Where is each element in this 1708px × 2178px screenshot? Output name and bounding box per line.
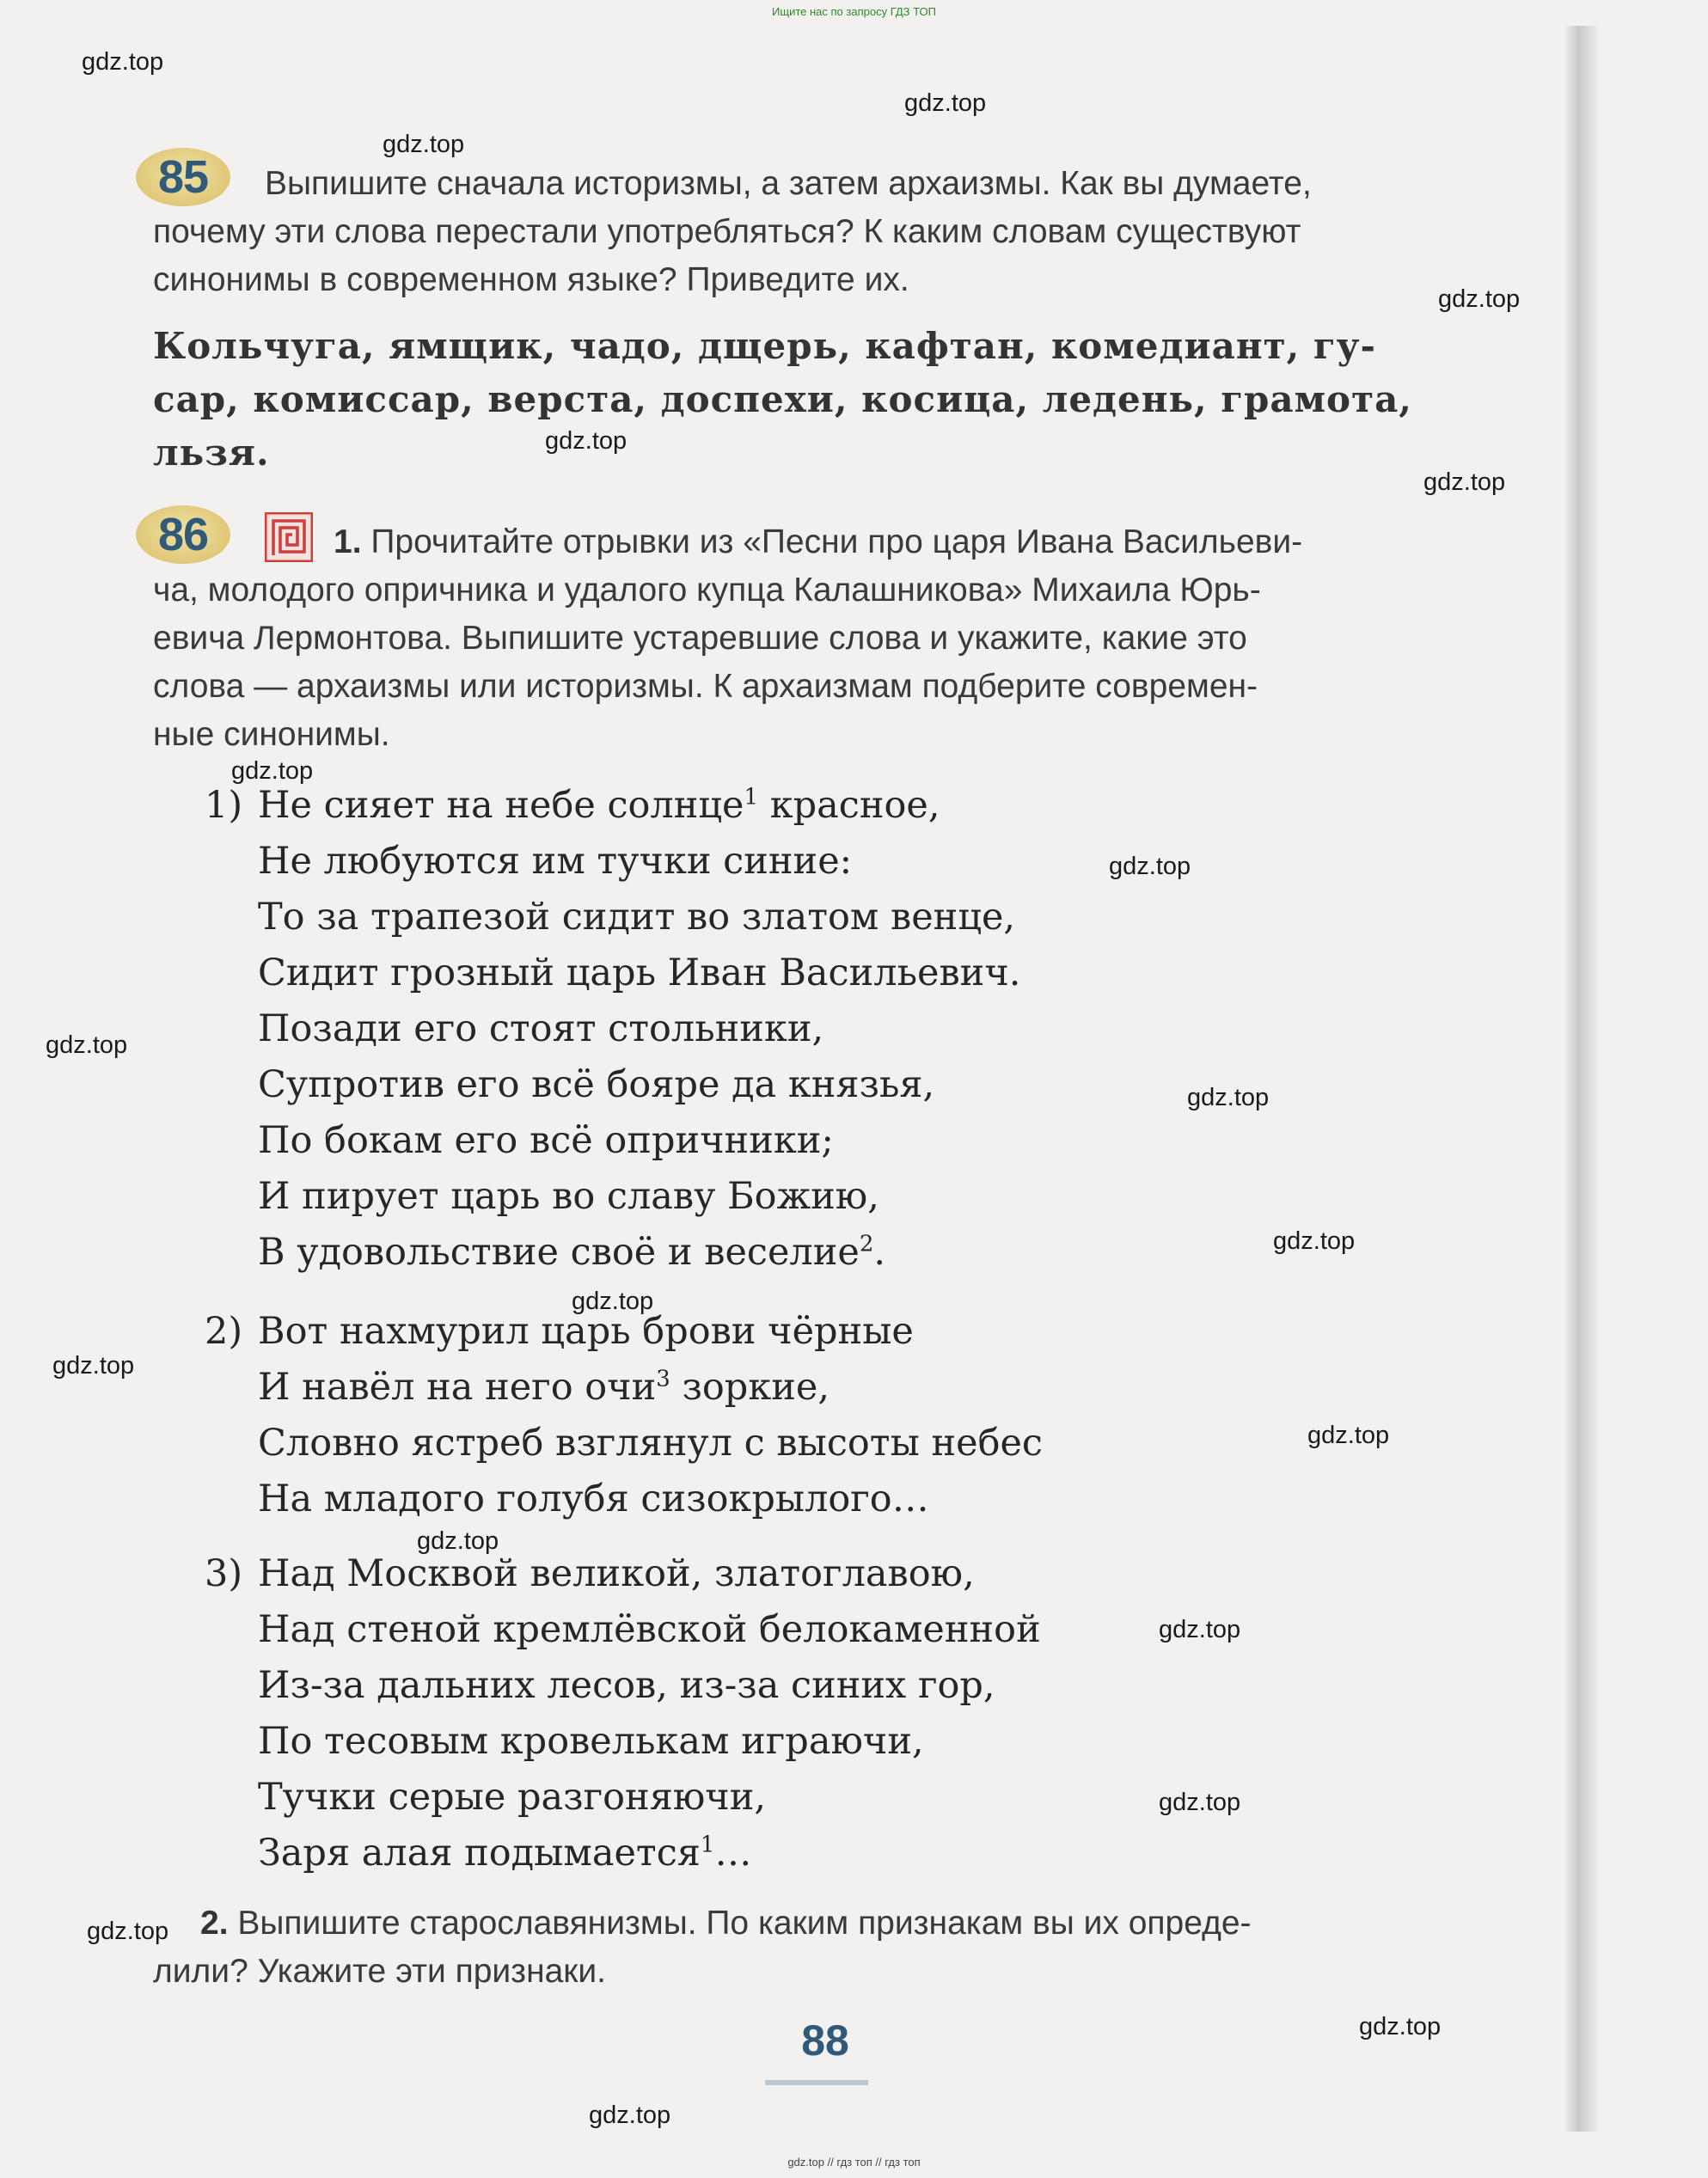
watermark: gdz.top: [87, 1918, 169, 1945]
watermark: gdz.top: [46, 1031, 128, 1059]
watermark: gdz.top: [545, 427, 627, 455]
part2-number: 2.: [200, 1905, 229, 1942]
poem-line: [258, 840, 852, 883]
poem-line-text: И навёл на него очи: [258, 1366, 657, 1409]
poem-line-text: Заря алая подымается: [258, 1832, 701, 1875]
poem-line-text: Позади его стоят стольники,: [258, 1007, 824, 1050]
poem-line-text: То за трапезой сидит во златом венце,: [258, 896, 1016, 939]
poem-line-text: Вот нахмурил царь брови чёрные: [258, 1310, 914, 1353]
poem-line: [258, 1776, 766, 1819]
poem-line-text: В удовольствие своё и веселие: [258, 1231, 860, 1274]
watermark: gdz.top: [1109, 853, 1191, 880]
watermark: gdz.top: [904, 89, 987, 117]
poem-line-text: По бокам его всё опричники;: [258, 1119, 834, 1162]
task-line: почему эти слова перестали употребляться? К каким словам существуют: [153, 213, 1301, 250]
poem-line: [258, 951, 1020, 994]
top-site-link[interactable]: Ищите нас по запросу ГДЗ ТОП: [772, 5, 936, 18]
poem-line-text: Сидит грозный царь Иван Васильевич.: [258, 951, 1021, 994]
poem-line-text: Из-за дальних лесов, из-за синих гор,: [258, 1664, 995, 1707]
task-line: [153, 518, 1485, 566]
poem-line: [258, 1007, 823, 1050]
footnote-marker: 3: [656, 1366, 670, 1392]
poem-line-text-end: красное,: [758, 784, 940, 827]
bottom-site-links[interactable]: gdz.top // гдз топ // гдз топ: [787, 2156, 921, 2169]
exercise-86-part2-task: [153, 1900, 1485, 1996]
exercise-85-number: 85: [157, 151, 209, 203]
word-line: Кольчуга, ямщик, чадо, дщерь, кафтан, комедиант, гу-: [153, 325, 1376, 367]
poem-line: [258, 896, 1015, 939]
watermark: gdz.top: [1159, 1616, 1241, 1643]
poem-line-text: Над стеной кремлёвской белокаменной: [258, 1608, 1041, 1651]
task-line: Выпишите сначала историзмы, а затем архаизмы. Как вы думаете,: [265, 165, 1312, 202]
word-line: сар, комиссар, верста, доспехи, косица, ледень, грамота,: [153, 378, 1412, 420]
watermark: gdz.top: [1438, 285, 1521, 313]
poem-line-text: Тучки серые разгоняючи,: [258, 1776, 767, 1819]
poem-line-text: И пирует царь во славу Божию,: [258, 1175, 879, 1218]
poem-line-text: Не сияет на небе солнце: [258, 784, 744, 827]
exercise-86-number: 86: [157, 509, 209, 560]
task-line: ча, молодого опричника и удалого купца Калашникова» Михаила Юрь-: [153, 572, 1261, 609]
task-line: слова — архаизмы или историзмы. К архаизмам подберите современ-: [153, 668, 1258, 705]
exercise-85-task: [153, 160, 1485, 304]
watermark: gdz.top: [417, 1527, 499, 1555]
poem-line: [258, 1832, 751, 1875]
poem-line: [258, 1720, 924, 1763]
watermark: gdz.top: [231, 757, 314, 785]
watermark: gdz.top: [1159, 1789, 1241, 1816]
poem-line-text: На младого голубя сизокрылого…: [258, 1477, 929, 1520]
footnote-marker: 1: [700, 1832, 715, 1858]
poem-line: [258, 1477, 929, 1520]
poem-line: [258, 1366, 830, 1409]
task-line: [153, 1900, 1485, 1948]
watermark: gdz.top: [82, 48, 164, 76]
poem-line: [258, 1310, 914, 1353]
task-line-text: Прочитайте отрывки из «Песни про царя Ивана Васильеви-: [370, 523, 1303, 560]
poem-line-text: Словно ястреб взглянул с высоты небес: [258, 1422, 1043, 1465]
task-line: лили? Укажите эти признаки.: [153, 1953, 606, 1990]
poem-line-text-end: …: [714, 1832, 752, 1875]
poem-line: [258, 1175, 879, 1218]
exercise-86-part1-task: [153, 518, 1485, 759]
watermark: gdz.top: [572, 1288, 654, 1315]
poem-line-text-end: зоркие,: [670, 1366, 830, 1409]
poem-line: [258, 1119, 834, 1162]
task-line-text: Выпишите старославянизмы. По каким признакам вы их опреде-: [237, 1905, 1252, 1942]
task-line: евича Лермонтова. Выпишите устаревшие слова и укажите, какие это: [153, 620, 1247, 657]
watermark: gdz.top: [383, 131, 465, 158]
watermark: gdz.top: [1187, 1084, 1270, 1111]
poem-line-text: Супротив его всё бояре да князья,: [258, 1063, 935, 1106]
watermark: gdz.top: [589, 2102, 671, 2129]
poem-line: [258, 1608, 1041, 1651]
poem-label: 2): [205, 1310, 243, 1353]
poem-line: [258, 1231, 885, 1274]
footnote-marker: 1: [744, 784, 759, 811]
watermark: gdz.top: [1423, 468, 1506, 496]
page-number: 88: [801, 2016, 849, 2065]
poem-line: [258, 784, 940, 827]
footnote-marker: 2: [859, 1231, 874, 1257]
task-line: ные синонимы.: [153, 716, 390, 753]
poem-line-text-end: .: [873, 1231, 886, 1274]
page-number-underline: [765, 2080, 868, 2085]
word-line: льзя.: [153, 431, 270, 474]
page-binding-shadow: [1564, 26, 1599, 2132]
task-line: синонимы в современном языке? Приведите их.: [153, 261, 909, 298]
exercise-85-word-list: [153, 320, 1485, 480]
watermark: gdz.top: [1273, 1227, 1356, 1255]
watermark: gdz.top: [1359, 2013, 1442, 2040]
poem-label: 1): [205, 784, 243, 827]
poem-line-text: Над Москвой великой, златоглавою,: [258, 1552, 975, 1595]
watermark: gdz.top: [1307, 1422, 1390, 1449]
poem-line: [258, 1552, 975, 1595]
watermark: gdz.top: [52, 1352, 135, 1380]
poem-label: 3): [205, 1552, 243, 1595]
poem-line: [258, 1422, 1043, 1465]
poem-line: [258, 1063, 934, 1106]
part1-number: 1.: [334, 523, 362, 560]
poem-line-text: По тесовым кровелькам играючи,: [258, 1720, 924, 1763]
poem-line-text: Не любуются им тучки синие:: [258, 840, 853, 883]
poem-line: [258, 1664, 995, 1707]
